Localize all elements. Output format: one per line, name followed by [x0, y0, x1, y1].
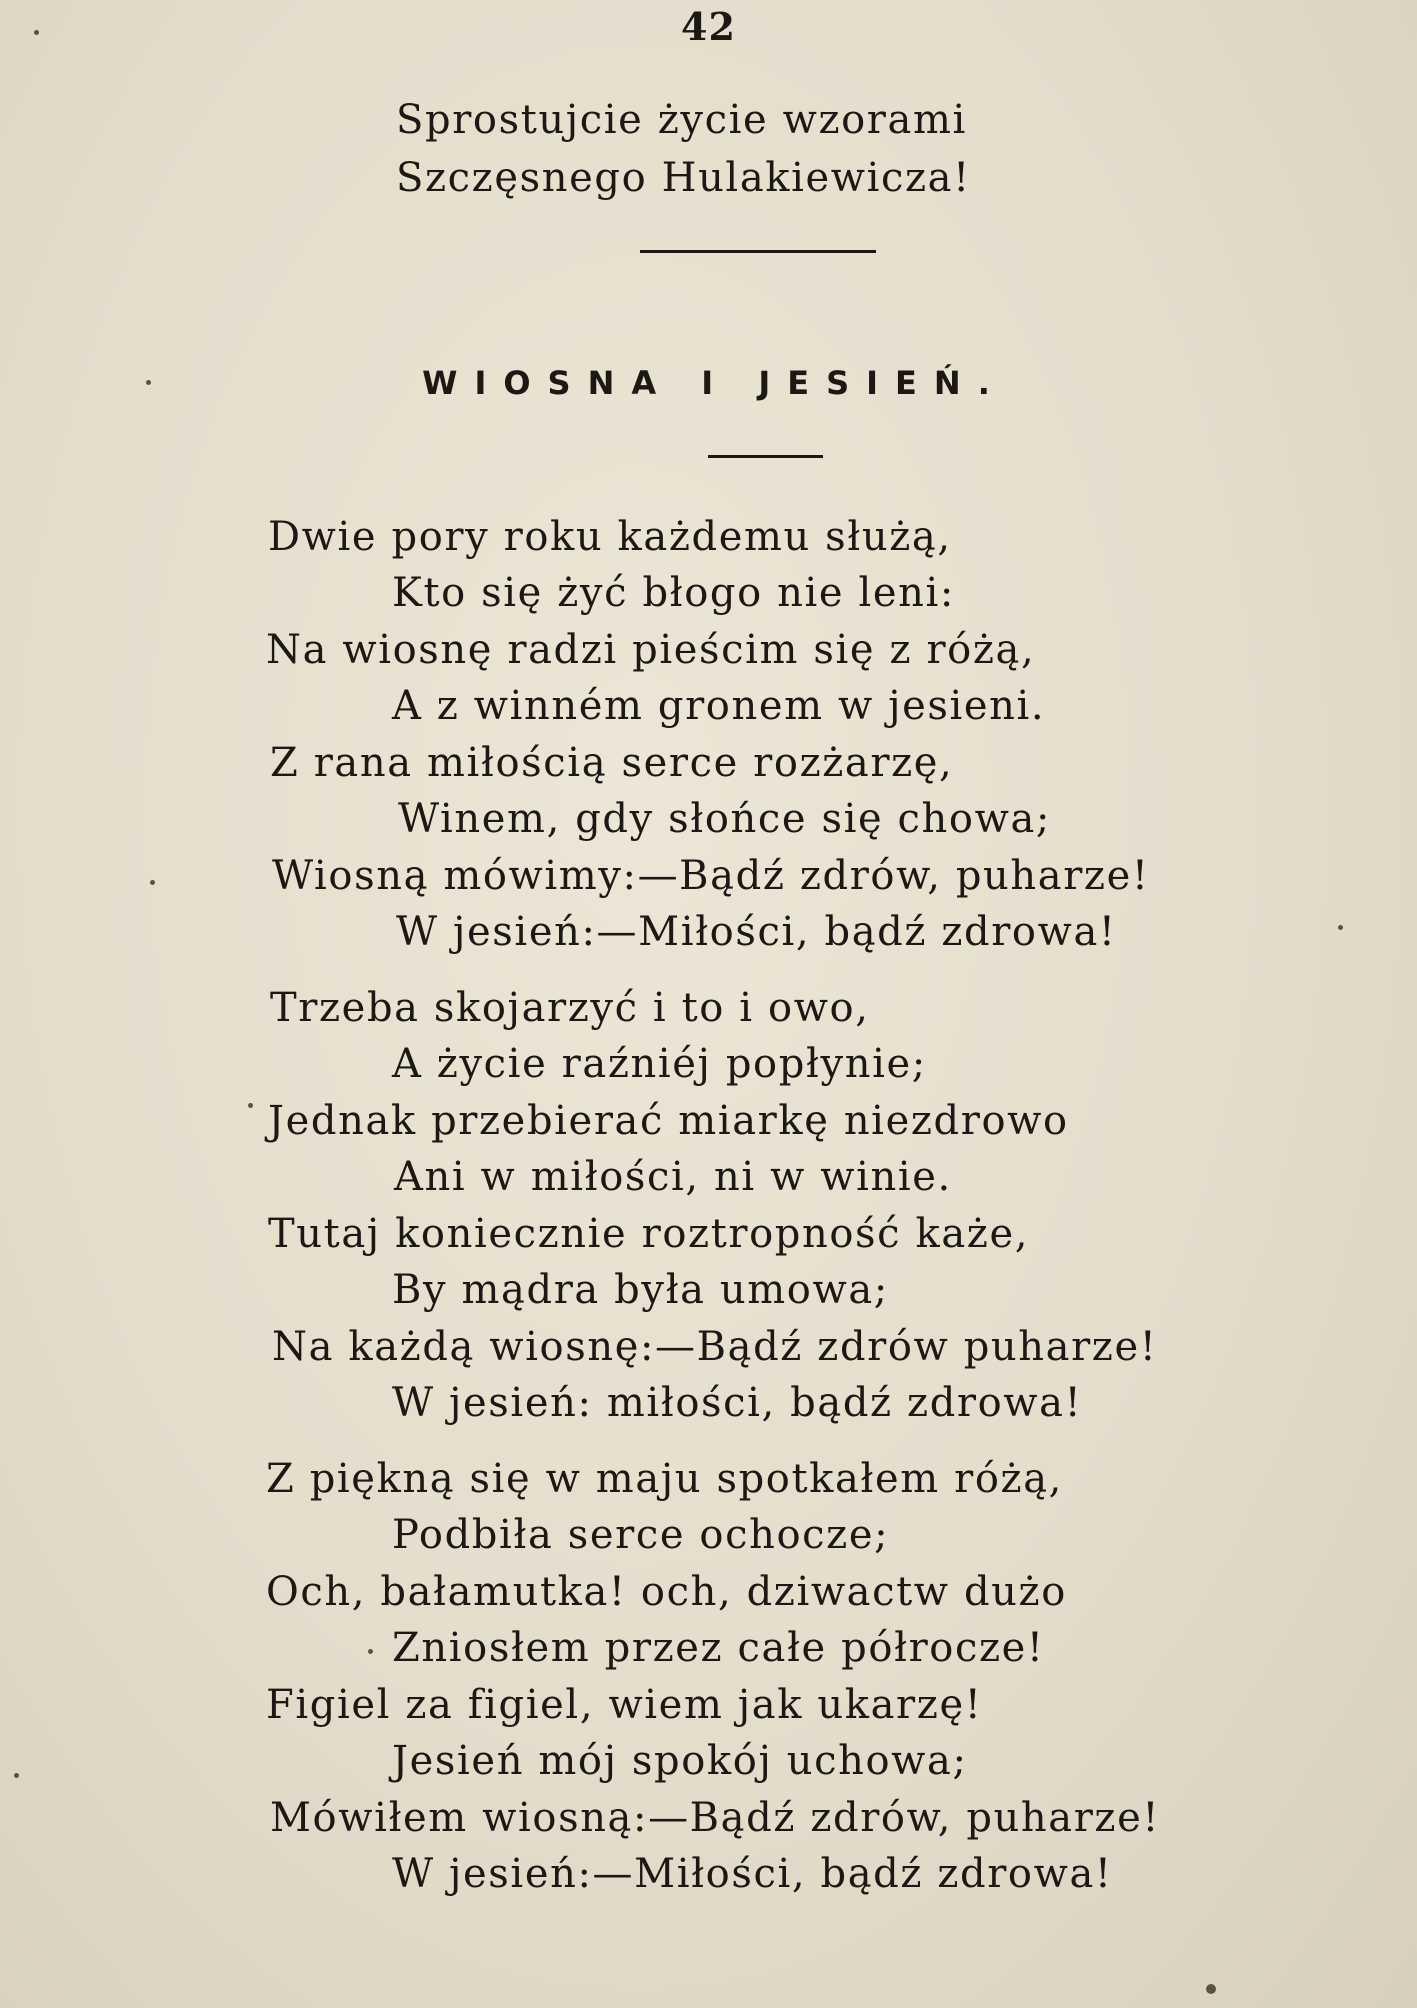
poem-line: Kto się żyć błogo nie leni:: [392, 570, 955, 616]
paper-speck: [146, 380, 151, 385]
poem-line: W jesień: miłości, bądź zdrowa!: [392, 1380, 1083, 1426]
poem-line: A z winném gronem w jesieni.: [392, 683, 1046, 729]
poem-line: By mądra była umowa;: [392, 1267, 889, 1313]
poem-line: Ani w miłości, ni w winie.: [394, 1154, 952, 1200]
paper-speck: [1206, 1984, 1216, 1994]
poem-line: Z piękną się w maju spotkałem różą,: [266, 1456, 1063, 1502]
poem-line: Tutaj koniecznie roztropność każe,: [268, 1211, 1030, 1257]
poem-line: Figiel za figiel, wiem jak ukarzę!: [266, 1682, 983, 1728]
poem-line: Na wiosnę radzi pieścim się z różą,: [266, 627, 1036, 673]
poem-line: Wiosną mówimy:—Bądź zdrów, puharze!: [272, 853, 1150, 899]
poem-line: Podbiła serce ochocze;: [392, 1512, 890, 1558]
title-underline: [708, 455, 823, 458]
intro-line: Szczęsnego Hulakiewicza!: [396, 155, 971, 201]
poem-line: Dwie pory roku każdemu służą,: [268, 514, 952, 560]
poem-line: W jesień:—Miłości, bądź zdrowa!: [392, 1851, 1113, 1897]
poem-line: W jesień:—Miłości, bądź zdrowa!: [396, 909, 1117, 955]
page-number: 42: [681, 4, 736, 49]
paper-speck: [248, 1103, 253, 1108]
poem-title: WIOSNA I JESIEŃ.: [422, 364, 1007, 402]
poem-line: Na każdą wiosnę:—Bądź zdrów puharze!: [272, 1324, 1158, 1370]
poem-line: Winem, gdy słońce się chowa;: [398, 796, 1051, 842]
poem-line: Jesień mój spokój uchowa;: [392, 1738, 968, 1784]
paper-speck: [368, 1649, 373, 1654]
poem-line: Trzeba skojarzyć i to i owo,: [270, 985, 870, 1031]
paper-speck: [150, 880, 155, 885]
poem-line: Zniosłem przez całe półrocze!: [392, 1625, 1045, 1671]
poem-line: Och, bałamutka! och, dziwactw dużo: [266, 1569, 1067, 1615]
intro-line: Sprostujcie życie wzorami: [396, 97, 967, 143]
poem-line: Jednak przebierać miarkę niezdrowo: [268, 1098, 1069, 1144]
section-divider: [640, 250, 876, 253]
poem-line: Mówiłem wiosną:—Bądź zdrów, puharze!: [270, 1795, 1161, 1841]
paper-speck: [34, 30, 39, 35]
paper-speck: [14, 1773, 19, 1778]
paper-speck: [1338, 925, 1343, 930]
poem-line: A życie raźniéj popłynie;: [392, 1041, 927, 1087]
poem-line: Z rana miłością serce rozżarzę,: [270, 740, 954, 786]
